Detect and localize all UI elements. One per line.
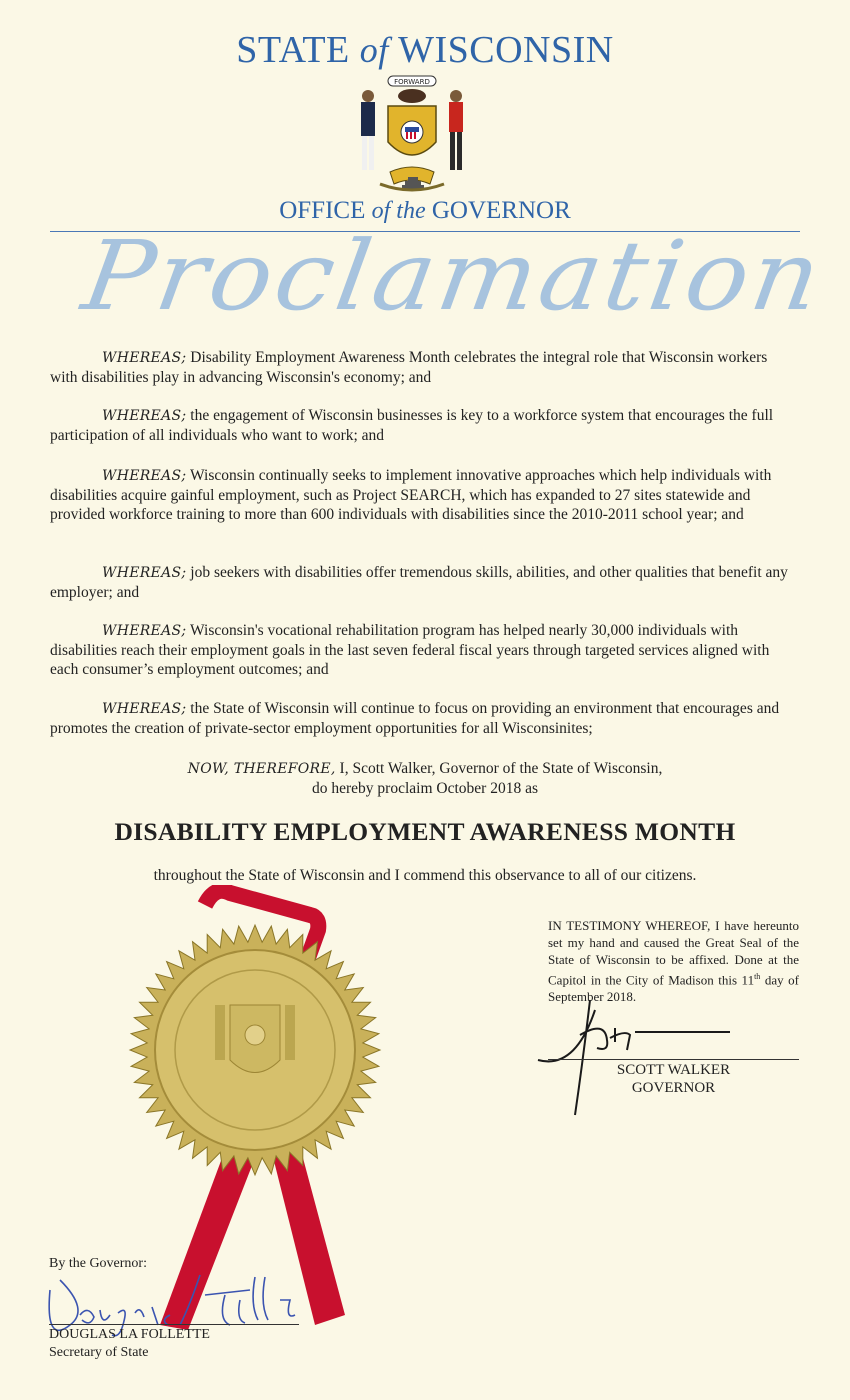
paragraph-text: job seekers with disabilities offer tremendous skills, abilities, and other qualities that benefit any employer; and	[50, 564, 788, 601]
now-therefore-block	[0, 759, 850, 798]
whereas-keyword: WHEREAS;	[102, 468, 187, 484]
whereas-keyword: WHEREAS;	[102, 701, 187, 717]
now-therefore-line1: I, Scott Walker, Governor of the State of Wisconsin,	[335, 760, 663, 777]
proclamation-script-title: Proclamation	[75, 220, 831, 332]
secretary-title: Secretary of State	[49, 1345, 149, 1360]
motto-text: FORWARD	[394, 78, 430, 86]
paragraph-text: the engagement of Wisconsin businesses is key to a workforce system that encourages the full participation of all individuals who want to work; and	[50, 407, 774, 444]
secretary-signature-line	[49, 1324, 299, 1325]
office-title: OFFICE of the GOVERNOR	[279, 197, 571, 224]
governor-name-block	[548, 1061, 799, 1097]
governor-signature-line	[548, 1059, 799, 1060]
paragraph-text: the State of Wisconsin will continue to focus on providing an environment that encourages and promotes the creation of private-sector employment opportunities for all Wisconsinites;	[50, 700, 780, 737]
paragraph-text: Disability Employment Awareness Month celebrates the integral role that Wisconsin workers with disabilities play in advancing Wisconsin's economy; and	[50, 349, 768, 386]
whereas-paragraph	[50, 406, 795, 445]
whereas-keyword: WHEREAS;	[102, 408, 187, 424]
testimony-paragraph: IN TESTIMONY WHEREOF, I have hereunto set my hand and caused the Great Seal of the State of Wisconsin to be affixed. Done at the Capitol in the City of Madison this 11th day of September 2018.	[548, 918, 799, 1005]
whereas-keyword: WHEREAS;	[102, 623, 187, 639]
governor-name: SCOTT WALKER	[616, 1062, 731, 1078]
whereas-paragraph	[50, 563, 795, 602]
secretary-name-block	[49, 1326, 210, 1362]
governor-title: GOVERNOR	[631, 1080, 716, 1096]
whereas-paragraph	[50, 699, 795, 738]
whereas-paragraph	[50, 348, 795, 387]
now-therefore-line2: do hereby proclaim October 2018 as	[312, 780, 538, 797]
whereas-keyword: WHEREAS;	[102, 565, 187, 581]
paragraph-text: Wisconsin's vocational rehabilitation program has helped nearly 30,000 individuals with disabilities reach their employment goals in the last seven federal fiscal years through targeted services aligned with each consumer’s employment outcomes; and	[50, 622, 770, 678]
now-therefore-keyword: NOW, THEREFORE,	[187, 761, 336, 777]
secretary-name: DOUGLAS LA FOLLETTE	[49, 1327, 210, 1342]
coat-of-arms-image	[350, 72, 475, 200]
paragraph-text: Wisconsin continually seeks to implement innovative approaches which help individuals with disabilities acquire gainful employment, such as Project SEARCH, which has expanded to 27 sites statewide and provided workforce training to more than 600 individuals with disabilities since the 2010-2011 school year; and	[50, 467, 772, 523]
state-title: STATE of WISCONSIN	[236, 29, 614, 71]
whereas-paragraph	[50, 621, 795, 679]
proclamation-headline: DISABILITY EMPLOYMENT AWARENESS MONTH	[114, 817, 736, 846]
by-the-governor-label: By the Governor:	[49, 1256, 147, 1271]
governor-signature-image	[535, 990, 745, 1120]
whereas-keyword: WHEREAS;	[102, 350, 187, 366]
whereas-paragraph	[50, 466, 795, 524]
commend-line: throughout the State of Wisconsin and I commend this observance to all of our citizens.	[153, 867, 697, 884]
